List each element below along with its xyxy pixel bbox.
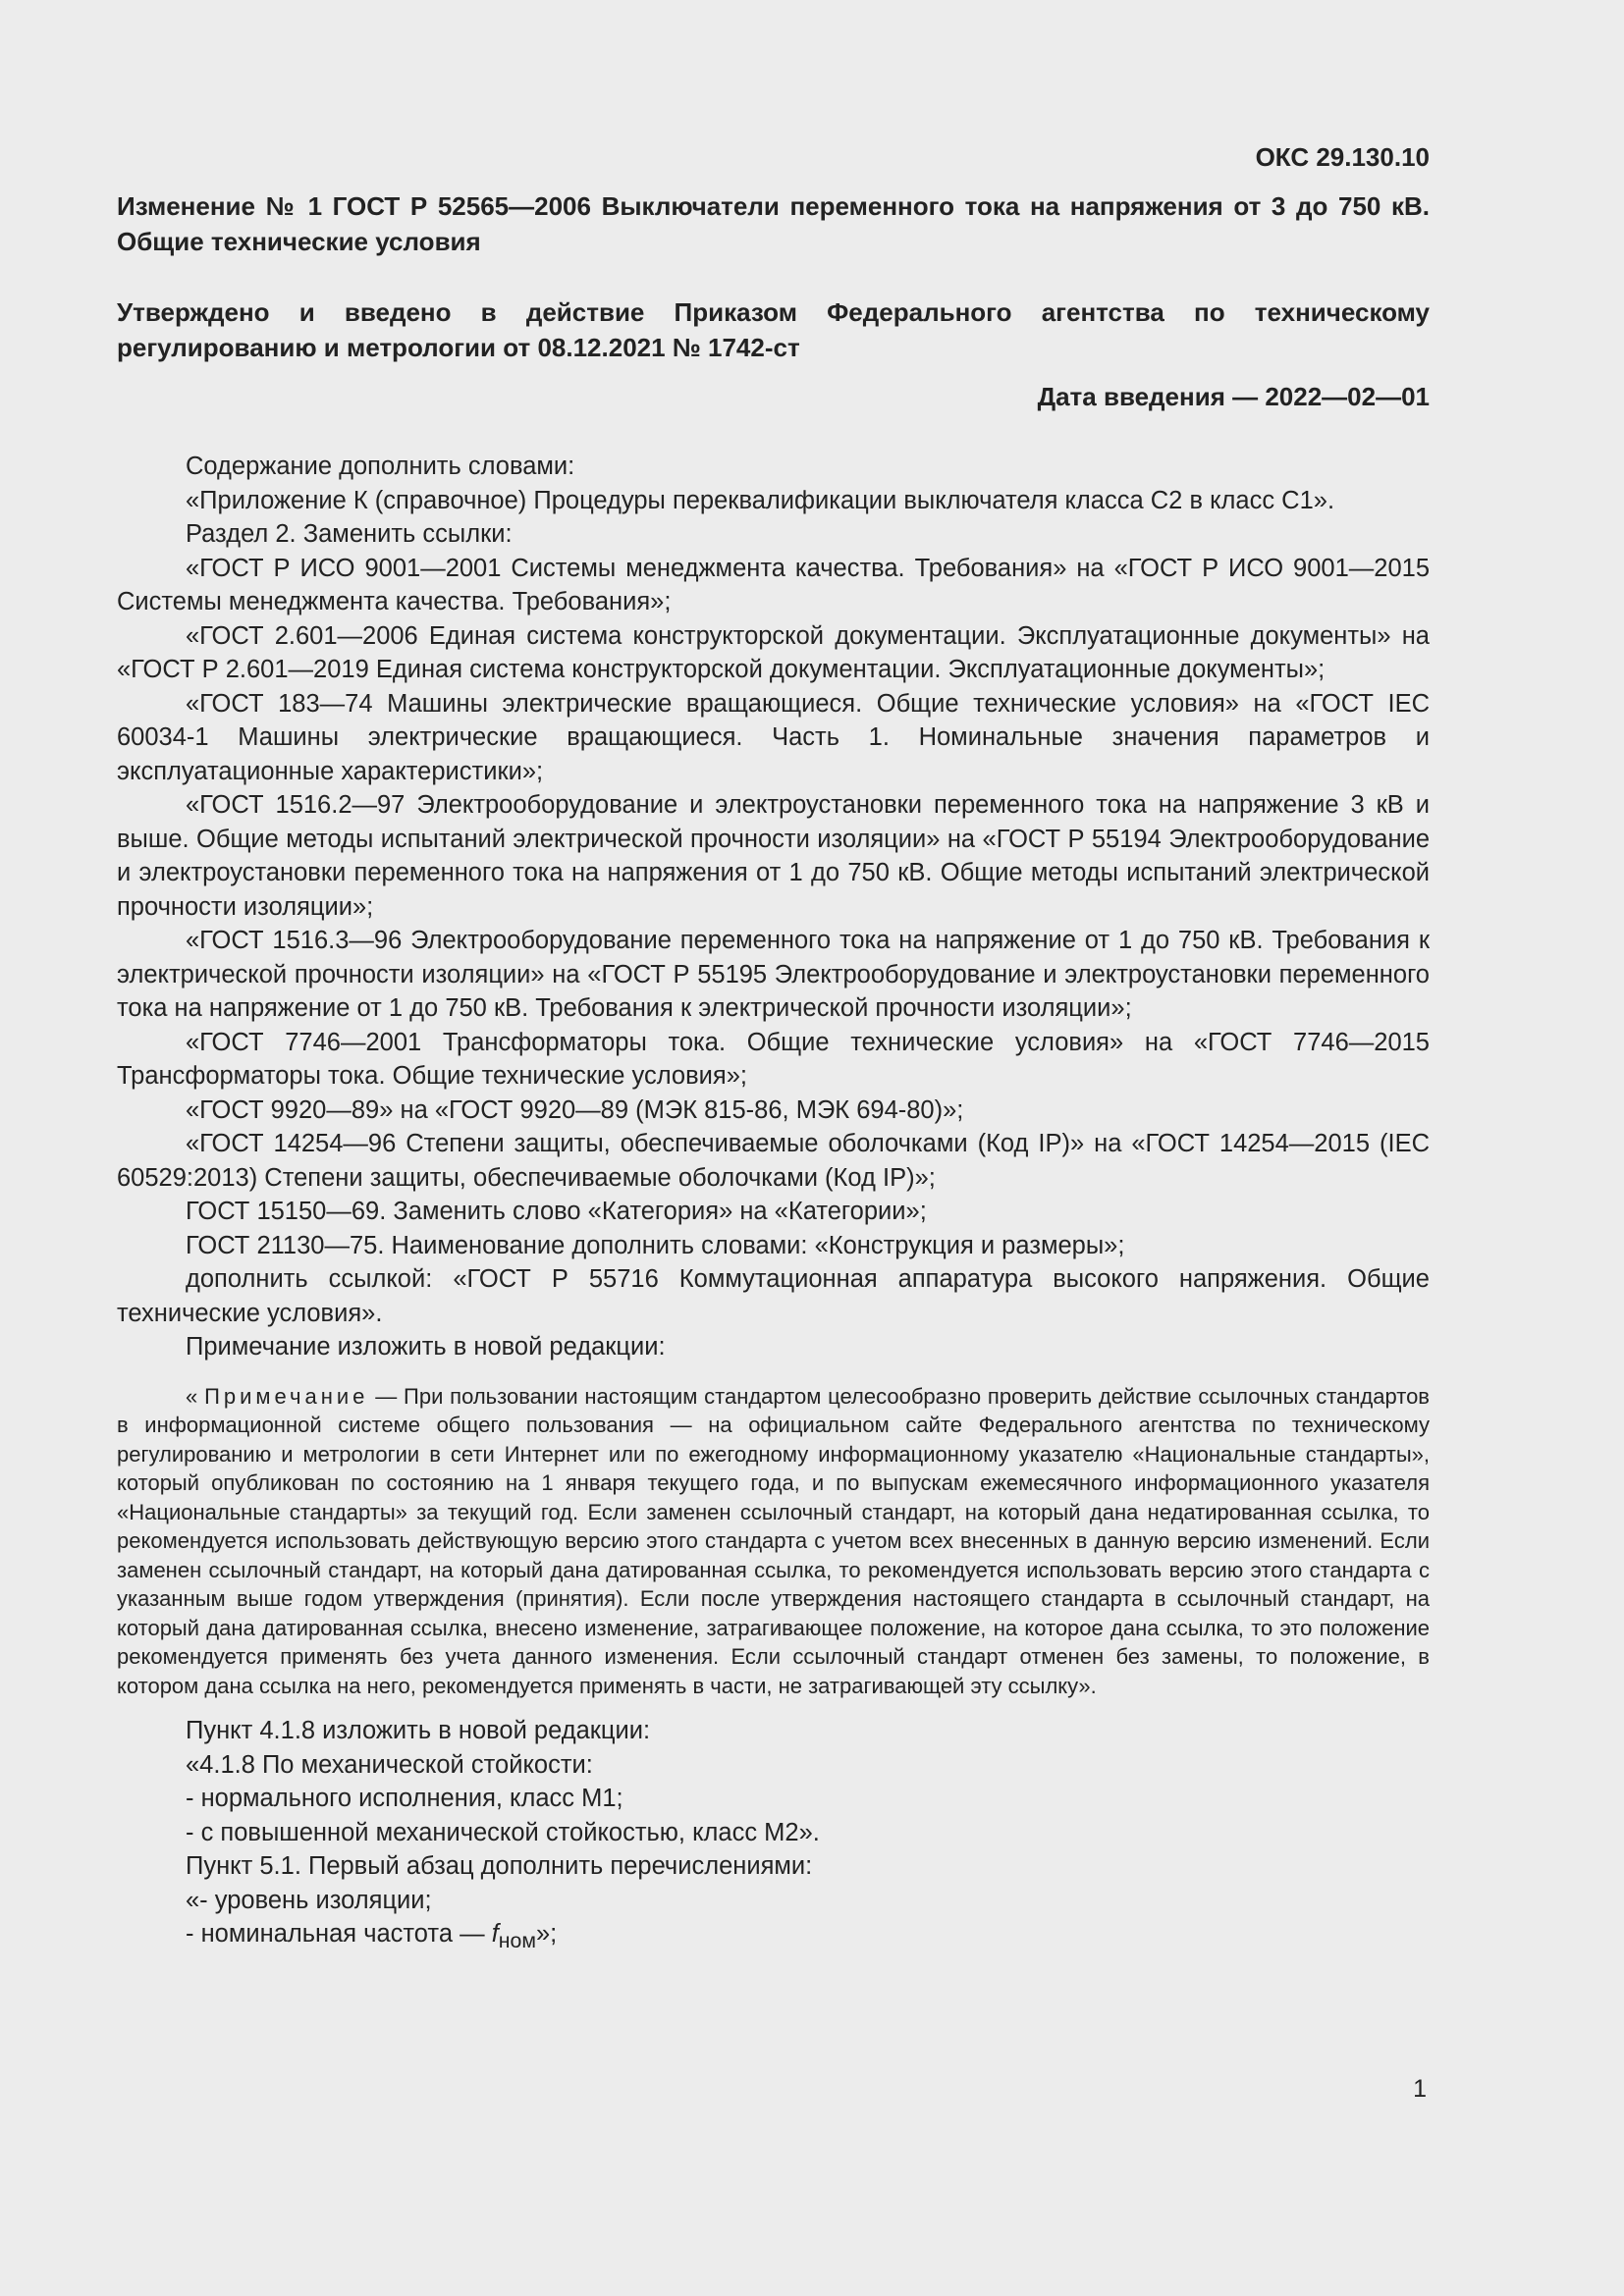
paragraph: «ГОСТ Р ИСО 9001—2001 Системы менеджмента качества. Требования» на «ГОСТ Р ИСО 9001—2015 Системы менеджмента качества. Требования»; bbox=[117, 554, 1430, 615]
paragraph: «4.1.8 По механической стойкости: bbox=[186, 1750, 593, 1779]
note-block bbox=[117, 1382, 1430, 1701]
paragraph: Содержание дополнить словами: bbox=[186, 453, 575, 480]
page-content bbox=[117, 139, 1430, 1958]
paragraph: Пункт 5.1. Первый абзац дополнить перечислениями: bbox=[186, 1852, 813, 1880]
note-text: — При пользовании настоящим стандартом целесообразно проверить действие ссылочных стандартов в информационной системе общего пользования — на официальном сайте Федерального агентства по техническому регулированию и метрологии в сети Интернет или по ежегодному информационному указателю «Национальные стандарты», который опубликован по состоянию на 1 января текущего года, и по выпускам ежемесячного информационного указателя «Национальные стандарты» за текущий год. Если заменен ссылочный стандарт, на который дана недатированная ссылка, то рекомендуется использовать действующую версию этого стандарта с учетом всех внесенных в данную версию изменений. Если заменен ссылочный стандарт, на который дана датированная ссылка, то рекомендуется использовать версию этого стандарта с указанным выше годом утверждения (принятия). Если после утверждения настоящего стандарта в ссылочный стандарт, на который дана датированная ссылка, внесено изменение, затрагивающее положение, на которое дана ссылка, то это положение рекомендуется применять без учета данного изменения. Если ссылочный стандарт отменен без замены, то положение, в котором дана ссылка на него, рекомендуется применять в части, не затрагивающей эту ссылку». bbox=[117, 1383, 1430, 1698]
approval-statement: Утверждено и введено в действие Приказом Федерального агентства по техническому регулированию и метрологии от 08.12.2021 № 1742-ст bbox=[117, 297, 1430, 362]
paragraph-frequency bbox=[117, 1917, 1430, 1958]
paragraph: - с повышенной механической стойкостью, класс М2». bbox=[186, 1818, 820, 1846]
paragraph: Раздел 2. Заменить ссылки: bbox=[186, 520, 513, 548]
body-section-2 bbox=[117, 1714, 1430, 1958]
paragraph: «ГОСТ 183—74 Машины электрические вращающиеся. Общие технические условия» на «ГОСТ IEC 60034-1 Машины электрические вращающиеся. Часть 1. Номинальные значения параметров и эксплуатационные характеристики»; bbox=[117, 689, 1430, 785]
frequency-text: - номинальная частота — bbox=[186, 1920, 492, 1948]
paragraph: - нормального исполнения, класс М1; bbox=[186, 1785, 623, 1812]
paragraph: ГОСТ 15150—69. Заменить слово «Категория» на «Категории»; bbox=[186, 1198, 927, 1225]
note-label: Примечание bbox=[204, 1383, 369, 1409]
paragraph: «- уровень изоляции; bbox=[186, 1886, 432, 1914]
paragraph: дополнить ссылкой: «ГОСТ Р 55716 Коммутационная аппаратура высокого напряжения. Общие технические условия». bbox=[117, 1265, 1430, 1327]
paragraph: ГОСТ 21130—75. Наименование дополнить словами: «Конструкция и размеры»; bbox=[186, 1231, 1125, 1259]
paragraph: Примечание изложить в новой редакции: bbox=[186, 1333, 666, 1361]
note-paragraph bbox=[117, 1382, 1430, 1701]
frequency-symbol: f bbox=[491, 1920, 499, 1948]
paragraph: «ГОСТ 9920—89» на «ГОСТ 9920—89 (МЭК 815-86, МЭК 694-80)»; bbox=[186, 1095, 964, 1124]
introduction-date: Дата введения — 2022—02—01 bbox=[1037, 382, 1430, 411]
frequency-subscript: ном bbox=[498, 1929, 536, 1953]
page-number: 1 bbox=[1413, 2075, 1427, 2103]
document-title: Изменение № 1 ГОСТ Р 52565—2006 Выключатели переменного тока на напряжения от 3 до 750 кВ. Общие технические условия bbox=[117, 191, 1430, 256]
paragraph: «ГОСТ 1516.2—97 Электрооборудование и электроустановки переменного тока на напряжение 3 кВ и выше. Общие методы испытаний электрической прочности изоляции» на «ГОСТ Р 55194 Электрооборудование и электроустановки переменного тока на напряжения от 1 до 750 кВ. Общие методы испытаний электрической прочности изоляции»; bbox=[117, 791, 1430, 921]
note-prefix: « bbox=[186, 1383, 205, 1409]
okc-code: ОКС 29.130.10 bbox=[1255, 142, 1430, 172]
body-section-1 bbox=[117, 450, 1430, 1364]
frequency-closing: »; bbox=[535, 1920, 558, 1948]
paragraph: «ГОСТ 2.601—2006 Единая система конструкторской документации. Эксплуатационные документы» на «ГОСТ Р 2.601—2019 Единая система конструкторской документации. Эксплуатационные документы»; bbox=[117, 621, 1430, 683]
paragraph: «ГОСТ 14254—96 Степени защиты, обеспечиваемые оболочками (Код IP)» на «ГОСТ 14254—2015 (IEC 60529:2013) Степени защиты, обеспечиваемые оболочками (Код IP)»; bbox=[117, 1130, 1430, 1192]
paragraph: «ГОСТ 1516.3—96 Электрооборудование переменного тока на напряжение от 1 до 750 кВ. Требования к электрической прочности изоляции» на «ГОСТ Р 55195 Электрооборудование и электроустановки переменного тока на напряжение от 1 до 750 кВ. Требования к электрической прочности изоляции»; bbox=[117, 927, 1430, 1022]
paragraph: Пункт 4.1.8 изложить в новой редакции: bbox=[186, 1717, 651, 1744]
paragraph: «Приложение К (справочное) Процедуры переквалификации выключателя класса С2 в класс С1». bbox=[186, 486, 1335, 514]
paragraph: «ГОСТ 7746—2001 Трансформаторы тока. Общие технические условия» на «ГОСТ 7746—2015 Трансформаторы тока. Общие технические условия»; bbox=[117, 1028, 1430, 1090]
